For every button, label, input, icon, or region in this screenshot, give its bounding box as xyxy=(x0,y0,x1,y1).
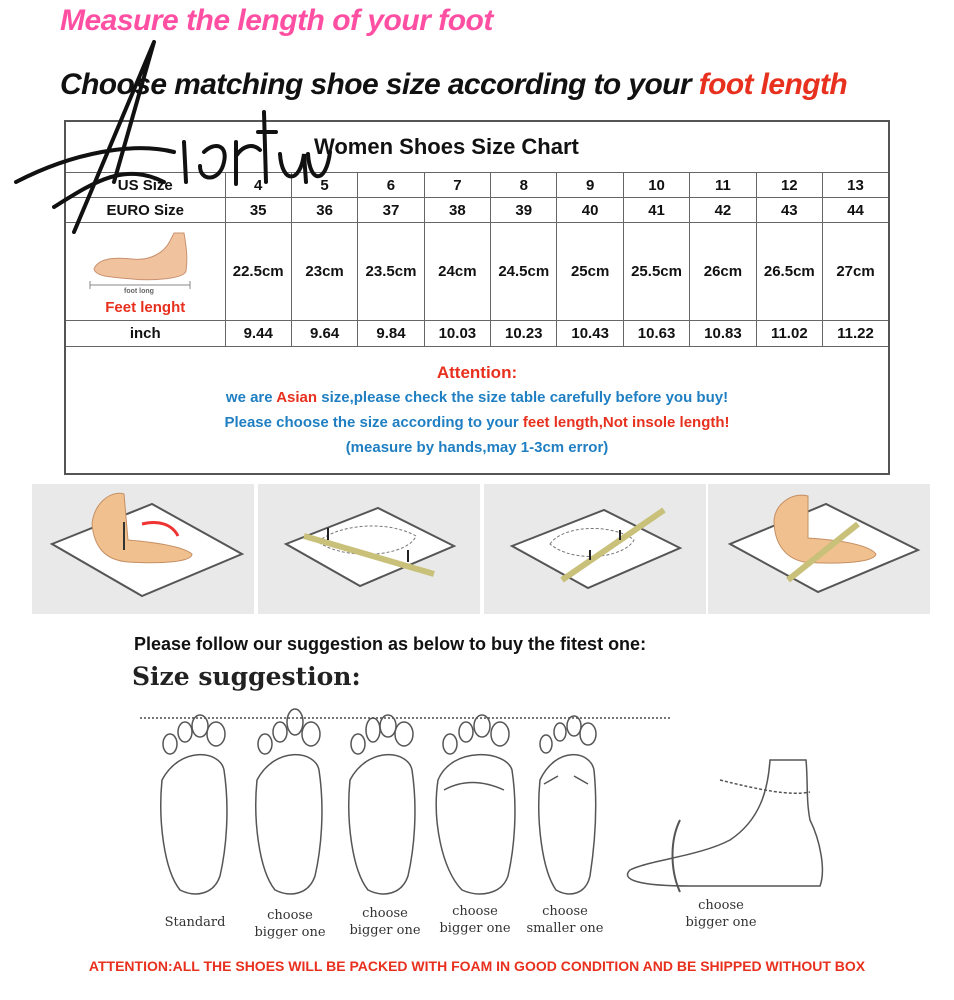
euro-size-cell: 37 xyxy=(358,198,424,223)
euro-size-cell: 39 xyxy=(491,198,557,223)
attention-line-2 xyxy=(66,410,888,435)
inch-cell: 10.43 xyxy=(557,321,623,347)
foot-caption-3 xyxy=(340,905,430,939)
us-size-cell: 12 xyxy=(756,173,822,198)
foot-caption-line: choose xyxy=(452,904,498,919)
inch-cell: 9.44 xyxy=(225,321,291,347)
foot-length-highlight: foot length xyxy=(698,68,848,101)
euro-size-cell: 38 xyxy=(424,198,490,223)
us-size-cell: 4 xyxy=(225,173,291,198)
attention-title: Attention: xyxy=(436,363,518,382)
foot-outline-standard xyxy=(161,715,227,894)
foot-outline-5 xyxy=(539,716,596,894)
suggestion-text: Please follow our suggestion as below to buy the fitest one: xyxy=(134,634,647,654)
measure-step-3 xyxy=(484,484,706,614)
euro-size-label: EURO Size xyxy=(65,198,225,223)
foot-caption-line: choose xyxy=(267,908,313,923)
inch-cell: 10.83 xyxy=(690,321,756,347)
foot-caption-line: bigger one xyxy=(349,923,421,938)
inch-cell: 10.03 xyxy=(424,321,490,347)
euro-size-row xyxy=(65,198,889,223)
inch-cell: 10.23 xyxy=(491,321,557,347)
attention-asian: Asian xyxy=(276,389,318,406)
feet-length-cell: 24.5cm xyxy=(491,223,557,321)
foot-width-icon xyxy=(708,484,930,614)
attention-line-1-c: size,please check the size table carefully before you buy! xyxy=(317,389,729,406)
feet-length-cell: 27cm xyxy=(823,223,889,321)
foot-caption-5 xyxy=(520,903,610,937)
foot-caption-1 xyxy=(150,914,240,931)
attention-line-3: (measure by hands,may 1-3cm error) xyxy=(345,439,609,456)
feet-length-cell: 26cm xyxy=(690,223,756,321)
us-size-cell: 7 xyxy=(424,173,490,198)
feet-length-row xyxy=(65,223,889,321)
size-suggestion-heading: Size suggestion: xyxy=(132,662,361,691)
inch-cell: 11.02 xyxy=(756,321,822,347)
us-size-cell: 13 xyxy=(823,173,889,198)
size-chart-title: Women Shoes Size Chart xyxy=(65,121,889,173)
us-size-cell: 11 xyxy=(690,173,756,198)
us-size-cell: 6 xyxy=(358,173,424,198)
feet-length-cell: 24cm xyxy=(424,223,490,321)
foot-caption-4 xyxy=(430,903,520,937)
feet-length-cell: 26.5cm xyxy=(756,223,822,321)
feet-length-cell: 23cm xyxy=(291,223,357,321)
euro-size-cell: 43 xyxy=(756,198,822,223)
foot-caption-line: bigger one xyxy=(254,925,326,940)
foot-caption-line: choose xyxy=(698,898,744,913)
inch-row xyxy=(65,321,889,347)
feet-length-cell: 22.5cm xyxy=(225,223,291,321)
attention-line-2-b: feet length,Not insole length! xyxy=(522,414,730,431)
foot-caption-line: bigger one xyxy=(439,921,511,936)
foot-caption-2 xyxy=(245,907,335,941)
inch-cell: 11.22 xyxy=(823,321,889,347)
us-size-row xyxy=(65,173,889,198)
ruler-measure-icon xyxy=(484,484,706,614)
euro-size-cell: 42 xyxy=(690,198,756,223)
foot-caption-line: smaller one xyxy=(526,921,604,936)
choose-heading-text: Choose matching shoe size according to your xyxy=(60,68,699,101)
foot-caption-6 xyxy=(676,897,766,931)
foot-measure-icon xyxy=(72,227,222,297)
euro-size-cell: 44 xyxy=(823,198,889,223)
us-size-cell: 9 xyxy=(557,173,623,198)
foot-outline-side xyxy=(628,760,823,892)
euro-size-cell: 40 xyxy=(557,198,623,223)
size-chart-table xyxy=(64,120,890,475)
feet-length-cell: 23.5cm xyxy=(358,223,424,321)
measure-step-2 xyxy=(258,484,480,614)
foot-outline-3 xyxy=(349,715,415,894)
foot-outlines xyxy=(140,700,954,910)
us-size-cell: 5 xyxy=(291,173,357,198)
feet-length-label-cell xyxy=(65,223,225,321)
foot-outline-4 xyxy=(436,715,515,894)
attention-line-1-a: we are xyxy=(225,389,277,406)
feet-length-label: Feet lenght xyxy=(105,299,186,316)
choose-heading xyxy=(60,68,847,102)
inch-cell: 9.64 xyxy=(291,321,357,347)
euro-size-cell: 41 xyxy=(623,198,689,223)
feet-length-cell: 25.5cm xyxy=(623,223,689,321)
shipping-notice: ATTENTION:ALL THE SHOES WILL BE PACKED WITH FOAM IN GOOD CONDITION AND BE SHIPPED WITHOUT BOX xyxy=(88,958,866,974)
measure-step-4 xyxy=(708,484,930,614)
inch-label: inch xyxy=(65,321,225,347)
measure-step-1 xyxy=(32,484,254,614)
attention-box xyxy=(65,347,889,475)
foot-caption-line: choose xyxy=(362,906,408,921)
foot-outline-2 xyxy=(256,709,322,894)
euro-size-cell: 36 xyxy=(291,198,357,223)
foot-caption-line: choose xyxy=(542,904,588,919)
feet-length-cell: 25cm xyxy=(557,223,623,321)
foot-on-paper-icon xyxy=(32,484,254,614)
us-size-cell: 8 xyxy=(491,173,557,198)
trace-outline-icon xyxy=(258,484,480,614)
inch-cell: 10.63 xyxy=(623,321,689,347)
measure-heading: Measure the length of your foot xyxy=(60,4,493,37)
attention-line-1 xyxy=(66,385,888,410)
euro-size-cell: 35 xyxy=(225,198,291,223)
attention-line-2-a: Please choose the size according to your xyxy=(224,414,523,431)
us-size-cell: 10 xyxy=(623,173,689,198)
us-size-label: US Size xyxy=(65,173,225,198)
foot-caption-line: bigger one xyxy=(685,915,757,930)
foot-long-caption: foot long xyxy=(124,288,154,295)
inch-cell: 9.84 xyxy=(358,321,424,347)
foot-caption-line: Standard xyxy=(164,915,226,930)
